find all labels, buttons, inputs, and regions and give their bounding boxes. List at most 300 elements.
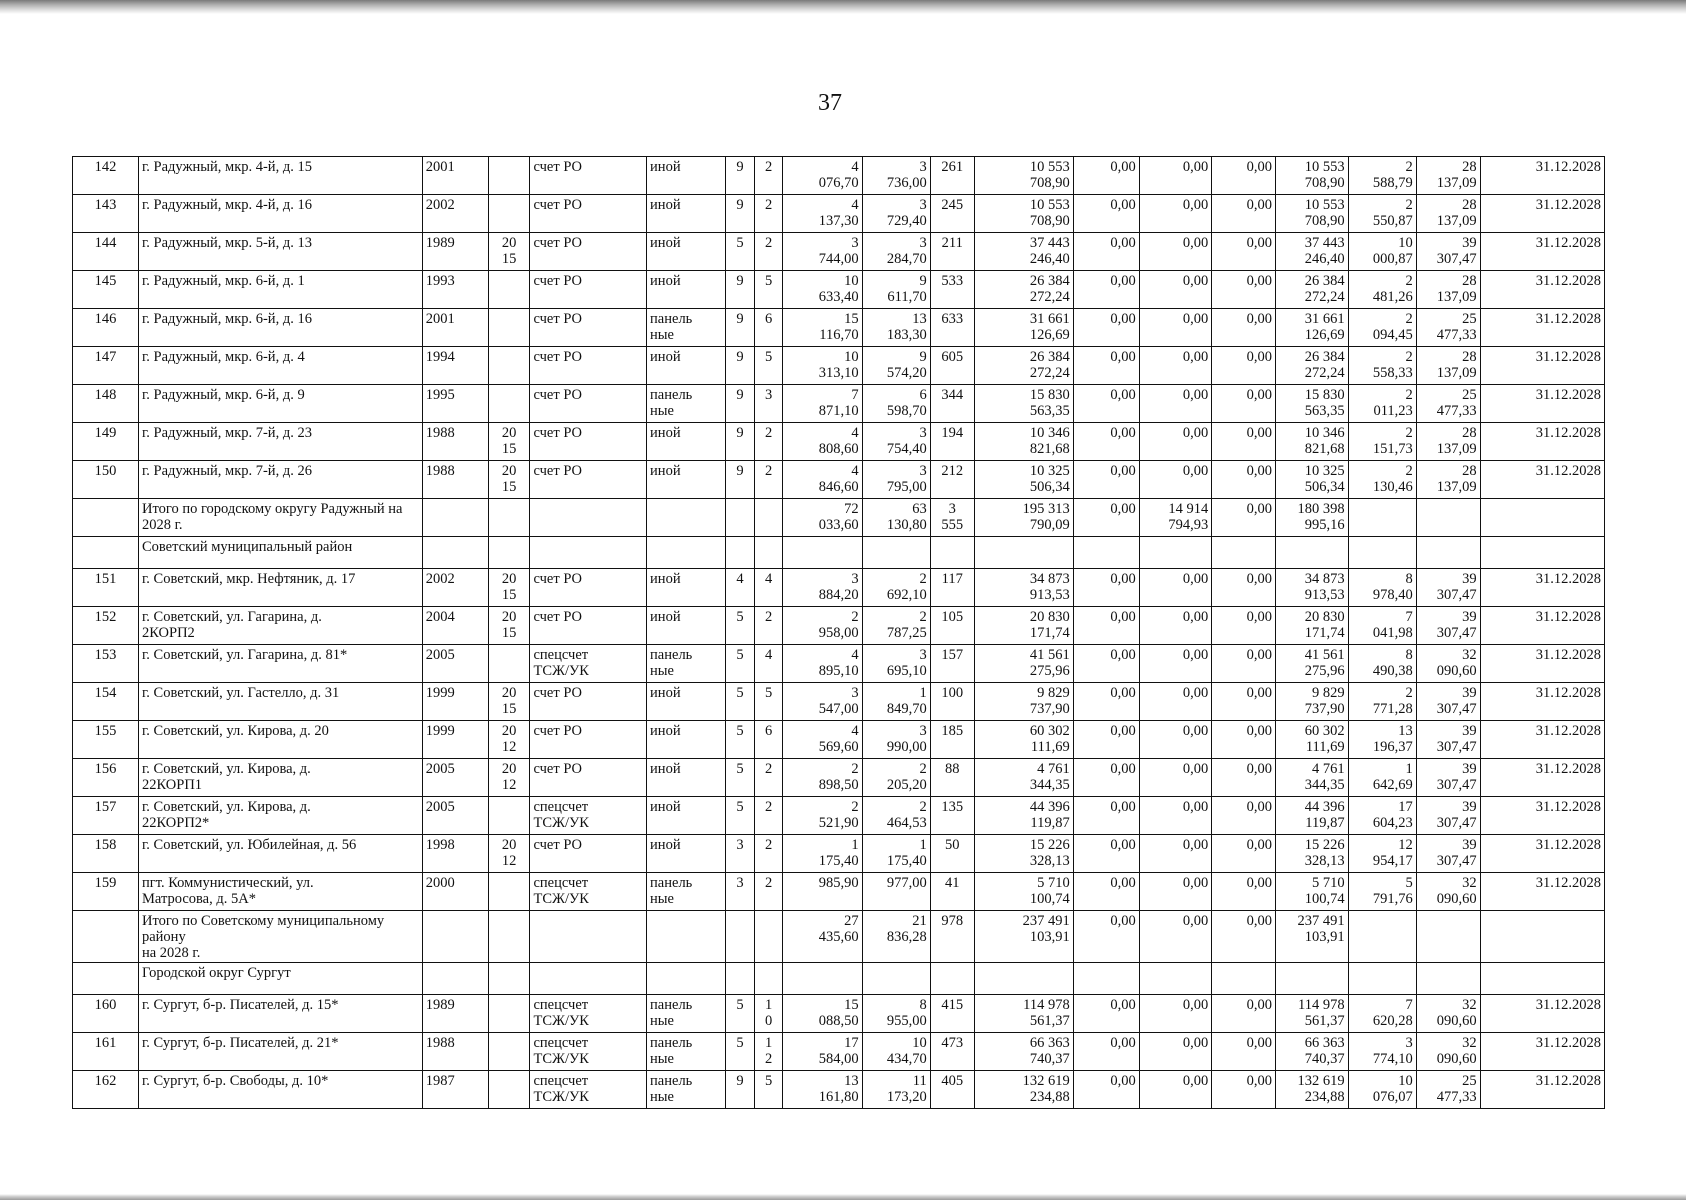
year-2-cell (488, 645, 530, 683)
fund-municipal-cell: 0,00 (1212, 157, 1276, 195)
account-type-cell: счет РО (530, 569, 647, 607)
address-cell: пгт. Коммунистический, ул. Матросова, д. 5А* (138, 873, 422, 911)
section-row (73, 537, 1605, 569)
build-year-cell: 1999 (422, 721, 488, 759)
wall-material-cell (647, 537, 726, 569)
address-cell: г. Советский, ул. Гагарина, д. 2КОРП2 (138, 607, 422, 645)
section-row (73, 963, 1605, 995)
fund-municipal-cell: 0,00 (1212, 347, 1276, 385)
address-cell: г. Радужный, мкр. 5-й, д. 13 (138, 233, 422, 271)
fund-regional-cell: 0,00 (1139, 683, 1212, 721)
fund-municipal-cell: 0,00 (1212, 233, 1276, 271)
wall-material-cell (647, 911, 726, 963)
deadline-cell: 31.12.2028 (1480, 423, 1604, 461)
deadline-cell: 31.12.2028 (1480, 309, 1604, 347)
residents-cell (930, 963, 974, 995)
wall-material-cell: панель ные (647, 309, 726, 347)
fund-regional-cell: 0,00 (1139, 347, 1212, 385)
deadline-cell (1480, 911, 1604, 963)
entrances-cell (754, 537, 783, 569)
cost-per-sqm-cell: 10 076,07 (1348, 1071, 1416, 1109)
wall-material-cell: иной (647, 271, 726, 309)
cost-per-sqm-cell (1348, 963, 1416, 995)
max-cost-per-sqm-cell: 28 137,09 (1416, 271, 1480, 309)
table-row (73, 423, 1605, 461)
fund-municipal-cell: 0,00 (1212, 461, 1276, 499)
cost-total-cell: 237 491 103,91 (974, 911, 1073, 963)
row-number-cell: 145 (73, 271, 139, 309)
account-type-cell: счет РО (530, 607, 647, 645)
account-type-cell (530, 499, 647, 537)
cost-total-cell: 4 761 344,35 (974, 759, 1073, 797)
build-year-cell: 1989 (422, 995, 488, 1033)
entrances-cell: 5 (754, 271, 783, 309)
fund-regional-cell: 0,00 (1139, 233, 1212, 271)
max-cost-per-sqm-cell (1416, 499, 1480, 537)
account-type-cell: спецсчет ТСЖ/УК (530, 873, 647, 911)
fund-owners-cell: 20 830 171,74 (1276, 607, 1349, 645)
floors-cell: 5 (726, 645, 755, 683)
area-residential-cell (862, 537, 930, 569)
row-number-cell: 153 (73, 645, 139, 683)
deadline-cell: 31.12.2028 (1480, 873, 1604, 911)
fund-federal-cell: 0,00 (1073, 1033, 1139, 1071)
fund-federal-cell (1073, 537, 1139, 569)
area-residential-cell: 2 205,20 (862, 759, 930, 797)
fund-federal-cell: 0,00 (1073, 385, 1139, 423)
fund-municipal-cell: 0,00 (1212, 385, 1276, 423)
account-type-cell: спецсчет ТСЖ/УК (530, 995, 647, 1033)
fund-regional-cell: 0,00 (1139, 271, 1212, 309)
max-cost-per-sqm-cell: 28 137,09 (1416, 461, 1480, 499)
residents-cell: 245 (930, 195, 974, 233)
entrances-cell: 2 (754, 607, 783, 645)
floors-cell: 9 (726, 157, 755, 195)
fund-regional-cell: 0,00 (1139, 721, 1212, 759)
entrances-cell: 5 (754, 1071, 783, 1109)
address-cell: г. Радужный, мкр. 4-й, д. 16 (138, 195, 422, 233)
max-cost-per-sqm-cell: 25 477,33 (1416, 1071, 1480, 1109)
fund-federal-cell: 0,00 (1073, 645, 1139, 683)
fund-federal-cell: 0,00 (1073, 309, 1139, 347)
cost-total-cell: 10 346 821,68 (974, 423, 1073, 461)
cost-total-cell: 41 561 275,96 (974, 645, 1073, 683)
address-cell: г. Радужный, мкр. 6-й, д. 9 (138, 385, 422, 423)
fund-owners-cell: 132 619 234,88 (1276, 1071, 1349, 1109)
fund-federal-cell: 0,00 (1073, 499, 1139, 537)
area-residential-cell: 13 183,30 (862, 309, 930, 347)
floors-cell: 9 (726, 461, 755, 499)
year-2-cell (488, 195, 530, 233)
address-cell: Итого по городскому округу Радужный на 2028 г. (138, 499, 422, 537)
fund-municipal-cell: 0,00 (1212, 1071, 1276, 1109)
fund-owners-cell: 237 491 103,91 (1276, 911, 1349, 963)
table-row (73, 157, 1605, 195)
table-row (73, 195, 1605, 233)
row-number-cell: 151 (73, 569, 139, 607)
address-cell: г. Радужный, мкр. 7-й, д. 23 (138, 423, 422, 461)
wall-material-cell: панель ные (647, 873, 726, 911)
cost-total-cell: 34 873 913,53 (974, 569, 1073, 607)
area-total-cell: 4 808,60 (783, 423, 862, 461)
fund-regional-cell: 0,00 (1139, 873, 1212, 911)
fund-municipal-cell: 0,00 (1212, 1033, 1276, 1071)
floors-cell (726, 537, 755, 569)
scan-edge-bottom (0, 1194, 1686, 1200)
floors-cell: 9 (726, 271, 755, 309)
floors-cell (726, 499, 755, 537)
row-number-cell: 144 (73, 233, 139, 271)
floors-cell: 5 (726, 797, 755, 835)
fund-regional-cell: 0,00 (1139, 645, 1212, 683)
account-type-cell: счет РО (530, 835, 647, 873)
year-2-cell (488, 347, 530, 385)
row-number-cell: 161 (73, 1033, 139, 1071)
row-number-cell: 152 (73, 607, 139, 645)
build-year-cell: 1989 (422, 233, 488, 271)
floors-cell (726, 963, 755, 995)
account-type-cell: счет РО (530, 461, 647, 499)
year-2-cell (488, 963, 530, 995)
area-residential-cell: 977,00 (862, 873, 930, 911)
table-row (73, 721, 1605, 759)
max-cost-per-sqm-cell (1416, 537, 1480, 569)
residents-cell: 41 (930, 873, 974, 911)
max-cost-per-sqm-cell: 28 137,09 (1416, 195, 1480, 233)
deadline-cell: 31.12.2028 (1480, 645, 1604, 683)
wall-material-cell: панель ные (647, 385, 726, 423)
fund-regional-cell (1139, 963, 1212, 995)
fund-federal-cell: 0,00 (1073, 461, 1139, 499)
cost-per-sqm-cell: 7 041,98 (1348, 607, 1416, 645)
year-2-cell: 20 12 (488, 759, 530, 797)
fund-owners-cell: 66 363 740,37 (1276, 1033, 1349, 1071)
table-row (73, 385, 1605, 423)
max-cost-per-sqm-cell: 32 090,60 (1416, 873, 1480, 911)
area-residential-cell: 1 849,70 (862, 683, 930, 721)
max-cost-per-sqm-cell: 39 307,47 (1416, 569, 1480, 607)
residents-cell: 533 (930, 271, 974, 309)
floors-cell: 5 (726, 683, 755, 721)
area-residential-cell: 3 736,00 (862, 157, 930, 195)
year-2-cell (488, 911, 530, 963)
fund-owners-cell (1276, 963, 1349, 995)
account-type-cell (530, 537, 647, 569)
floors-cell: 9 (726, 347, 755, 385)
area-residential-cell: 10 434,70 (862, 1033, 930, 1071)
area-residential-cell: 3 284,70 (862, 233, 930, 271)
row-number-cell: 148 (73, 385, 139, 423)
fund-owners-cell: 10 553 708,90 (1276, 195, 1349, 233)
row-number-cell (73, 537, 139, 569)
entrances-cell: 1 2 (754, 1033, 783, 1071)
area-total-cell: 13 161,80 (783, 1071, 862, 1109)
account-type-cell: счет РО (530, 683, 647, 721)
deadline-cell: 31.12.2028 (1480, 461, 1604, 499)
build-year-cell: 1988 (422, 1033, 488, 1071)
floors-cell: 3 (726, 835, 755, 873)
wall-material-cell: панель ные (647, 645, 726, 683)
wall-material-cell: панель ные (647, 995, 726, 1033)
fund-regional-cell: 0,00 (1139, 797, 1212, 835)
fund-owners-cell: 180 398 995,16 (1276, 499, 1349, 537)
fund-owners-cell: 10 325 506,34 (1276, 461, 1349, 499)
residents-cell: 100 (930, 683, 974, 721)
fund-federal-cell: 0,00 (1073, 759, 1139, 797)
row-number-cell: 158 (73, 835, 139, 873)
area-residential-cell: 2 787,25 (862, 607, 930, 645)
floors-cell: 9 (726, 195, 755, 233)
fund-federal-cell: 0,00 (1073, 683, 1139, 721)
year-2-cell: 20 15 (488, 233, 530, 271)
table-row (73, 835, 1605, 873)
fund-owners-cell: 114 978 561,37 (1276, 995, 1349, 1033)
fund-regional-cell: 0,00 (1139, 1071, 1212, 1109)
build-year-cell: 2000 (422, 873, 488, 911)
fund-municipal-cell: 0,00 (1212, 607, 1276, 645)
address-cell: г. Советский, ул. Кирова, д. 22КОРП1 (138, 759, 422, 797)
area-residential-cell: 9 611,70 (862, 271, 930, 309)
table-row (73, 1033, 1605, 1071)
cost-per-sqm-cell: 2 558,33 (1348, 347, 1416, 385)
entrances-cell (754, 963, 783, 995)
entrances-cell: 2 (754, 797, 783, 835)
build-year-cell: 2002 (422, 569, 488, 607)
account-type-cell: спецсчет ТСЖ/УК (530, 1071, 647, 1109)
area-total-cell: 1 175,40 (783, 835, 862, 873)
year-2-cell (488, 1071, 530, 1109)
area-total-cell: 10 313,10 (783, 347, 862, 385)
cost-total-cell: 37 443 246,40 (974, 233, 1073, 271)
year-2-cell (488, 309, 530, 347)
area-total-cell: 15 116,70 (783, 309, 862, 347)
residents-cell: 261 (930, 157, 974, 195)
wall-material-cell: иной (647, 607, 726, 645)
year-2-cell: 20 12 (488, 721, 530, 759)
cost-total-cell: 9 829 737,90 (974, 683, 1073, 721)
deadline-cell: 31.12.2028 (1480, 797, 1604, 835)
fund-municipal-cell (1212, 963, 1276, 995)
fund-regional-cell: 0,00 (1139, 1033, 1212, 1071)
fund-municipal-cell: 0,00 (1212, 873, 1276, 911)
cost-per-sqm-cell (1348, 537, 1416, 569)
row-number-cell: 160 (73, 995, 139, 1033)
cost-per-sqm-cell (1348, 911, 1416, 963)
build-year-cell (422, 537, 488, 569)
address-cell: г. Радужный, мкр. 7-й, д. 26 (138, 461, 422, 499)
row-number-cell: 156 (73, 759, 139, 797)
cost-per-sqm-cell: 2 550,87 (1348, 195, 1416, 233)
cost-per-sqm-cell: 2 151,73 (1348, 423, 1416, 461)
housing-register-table (72, 156, 1605, 1109)
entrances-cell: 6 (754, 721, 783, 759)
account-type-cell: счет РО (530, 347, 647, 385)
fund-regional-cell (1139, 537, 1212, 569)
max-cost-per-sqm-cell: 39 307,47 (1416, 835, 1480, 873)
residents-cell: 88 (930, 759, 974, 797)
fund-municipal-cell: 0,00 (1212, 683, 1276, 721)
account-type-cell: спецсчет ТСЖ/УК (530, 645, 647, 683)
max-cost-per-sqm-cell: 39 307,47 (1416, 759, 1480, 797)
cost-total-cell: 31 661 126,69 (974, 309, 1073, 347)
account-type-cell: счет РО (530, 271, 647, 309)
residents-cell: 415 (930, 995, 974, 1033)
year-2-cell (488, 995, 530, 1033)
deadline-cell: 31.12.2028 (1480, 233, 1604, 271)
table-row (73, 1071, 1605, 1109)
cost-total-cell (974, 963, 1073, 995)
area-residential-cell: 3 695,10 (862, 645, 930, 683)
build-year-cell (422, 499, 488, 537)
entrances-cell (754, 911, 783, 963)
fund-federal-cell: 0,00 (1073, 911, 1139, 963)
row-number-cell: 142 (73, 157, 139, 195)
table-body (73, 157, 1605, 1109)
area-total-cell: 15 088,50 (783, 995, 862, 1033)
fund-regional-cell: 0,00 (1139, 607, 1212, 645)
row-number-cell: 159 (73, 873, 139, 911)
deadline-cell: 31.12.2028 (1480, 157, 1604, 195)
address-cell: г. Радужный, мкр. 4-й, д. 15 (138, 157, 422, 195)
floors-cell: 5 (726, 607, 755, 645)
account-type-cell: счет РО (530, 195, 647, 233)
build-year-cell: 1987 (422, 1071, 488, 1109)
deadline-cell: 31.12.2028 (1480, 1033, 1604, 1071)
fund-federal-cell: 0,00 (1073, 797, 1139, 835)
wall-material-cell: иной (647, 195, 726, 233)
residents-cell: 473 (930, 1033, 974, 1071)
residents-cell: 194 (930, 423, 974, 461)
fund-federal-cell: 0,00 (1073, 423, 1139, 461)
floors-cell: 9 (726, 385, 755, 423)
fund-federal-cell: 0,00 (1073, 569, 1139, 607)
deadline-cell: 31.12.2028 (1480, 195, 1604, 233)
table-row (73, 995, 1605, 1033)
deadline-cell (1480, 499, 1604, 537)
deadline-cell: 31.12.2028 (1480, 607, 1604, 645)
fund-regional-cell: 0,00 (1139, 995, 1212, 1033)
address-cell: Городской округ Сургут (138, 963, 422, 995)
area-total-cell: 2 521,90 (783, 797, 862, 835)
wall-material-cell: иной (647, 683, 726, 721)
deadline-cell: 31.12.2028 (1480, 569, 1604, 607)
account-type-cell: счет РО (530, 309, 647, 347)
row-number-cell: 155 (73, 721, 139, 759)
fund-regional-cell: 0,00 (1139, 461, 1212, 499)
entrances-cell: 4 (754, 645, 783, 683)
area-residential-cell: 3 990,00 (862, 721, 930, 759)
build-year-cell: 1993 (422, 271, 488, 309)
cost-per-sqm-cell: 8 490,38 (1348, 645, 1416, 683)
address-cell: г. Советский, ул. Гастелло, д. 31 (138, 683, 422, 721)
deadline-cell: 31.12.2028 (1480, 683, 1604, 721)
entrances-cell: 5 (754, 683, 783, 721)
cost-per-sqm-cell: 17 604,23 (1348, 797, 1416, 835)
address-cell: Итого по Советскому муниципальному району на 2028 г. (138, 911, 422, 963)
max-cost-per-sqm-cell: 39 307,47 (1416, 721, 1480, 759)
fund-federal-cell: 0,00 (1073, 347, 1139, 385)
build-year-cell: 1988 (422, 423, 488, 461)
cost-total-cell: 10 553 708,90 (974, 157, 1073, 195)
fund-federal-cell: 0,00 (1073, 233, 1139, 271)
deadline-cell: 31.12.2028 (1480, 995, 1604, 1033)
cost-total-cell: 44 396 119,87 (974, 797, 1073, 835)
floors-cell: 9 (726, 1071, 755, 1109)
address-cell: г. Сургут, б-р. Свободы, д. 10* (138, 1071, 422, 1109)
fund-owners-cell: 44 396 119,87 (1276, 797, 1349, 835)
fund-municipal-cell: 0,00 (1212, 309, 1276, 347)
entrances-cell: 6 (754, 309, 783, 347)
cost-total-cell: 26 384 272,24 (974, 271, 1073, 309)
residents-cell: 212 (930, 461, 974, 499)
deadline-cell: 31.12.2028 (1480, 835, 1604, 873)
area-total-cell: 27 435,60 (783, 911, 862, 963)
account-type-cell: счет РО (530, 721, 647, 759)
fund-municipal-cell: 0,00 (1212, 995, 1276, 1033)
area-residential-cell (862, 963, 930, 995)
row-number-cell (73, 911, 139, 963)
year-2-cell: 20 15 (488, 423, 530, 461)
account-type-cell: спецсчет ТСЖ/УК (530, 1033, 647, 1071)
max-cost-per-sqm-cell: 39 307,47 (1416, 607, 1480, 645)
residents-cell: 50 (930, 835, 974, 873)
area-residential-cell: 2 692,10 (862, 569, 930, 607)
deadline-cell (1480, 963, 1604, 995)
floors-cell: 9 (726, 309, 755, 347)
fund-regional-cell: 0,00 (1139, 385, 1212, 423)
max-cost-per-sqm-cell: 28 137,09 (1416, 347, 1480, 385)
cost-total-cell: 10 325 506,34 (974, 461, 1073, 499)
max-cost-per-sqm-cell: 28 137,09 (1416, 157, 1480, 195)
floors-cell: 5 (726, 721, 755, 759)
build-year-cell (422, 963, 488, 995)
cost-total-cell: 15 830 563,35 (974, 385, 1073, 423)
build-year-cell: 1994 (422, 347, 488, 385)
row-number-cell: 146 (73, 309, 139, 347)
address-cell: г. Советский, ул. Кирова, д. 22КОРП2* (138, 797, 422, 835)
cost-total-cell: 132 619 234,88 (974, 1071, 1073, 1109)
build-year-cell: 2005 (422, 645, 488, 683)
year-2-cell: 20 15 (488, 569, 530, 607)
entrances-cell: 5 (754, 347, 783, 385)
row-number-cell: 149 (73, 423, 139, 461)
cost-total-cell: 15 226 328,13 (974, 835, 1073, 873)
residents-cell: 135 (930, 797, 974, 835)
address-cell: г. Советский, мкр. Нефтяник, д. 17 (138, 569, 422, 607)
max-cost-per-sqm-cell: 32 090,60 (1416, 995, 1480, 1033)
cost-total-cell: 60 302 111,69 (974, 721, 1073, 759)
floors-cell (726, 911, 755, 963)
wall-material-cell: иной (647, 461, 726, 499)
fund-federal-cell: 0,00 (1073, 835, 1139, 873)
max-cost-per-sqm-cell: 39 307,47 (1416, 683, 1480, 721)
fund-municipal-cell (1212, 537, 1276, 569)
area-residential-cell: 6 598,70 (862, 385, 930, 423)
address-cell: г. Советский, ул. Кирова, д. 20 (138, 721, 422, 759)
cost-total-cell: 66 363 740,37 (974, 1033, 1073, 1071)
build-year-cell: 2005 (422, 759, 488, 797)
fund-federal-cell: 0,00 (1073, 1071, 1139, 1109)
fund-owners-cell (1276, 537, 1349, 569)
cost-per-sqm-cell: 2 481,26 (1348, 271, 1416, 309)
fund-owners-cell: 26 384 272,24 (1276, 271, 1349, 309)
table-row (73, 461, 1605, 499)
entrances-cell: 2 (754, 461, 783, 499)
cost-total-cell: 5 710 100,74 (974, 873, 1073, 911)
year-2-cell (488, 271, 530, 309)
fund-municipal-cell: 0,00 (1212, 721, 1276, 759)
scan-edge-top (0, 0, 1686, 14)
